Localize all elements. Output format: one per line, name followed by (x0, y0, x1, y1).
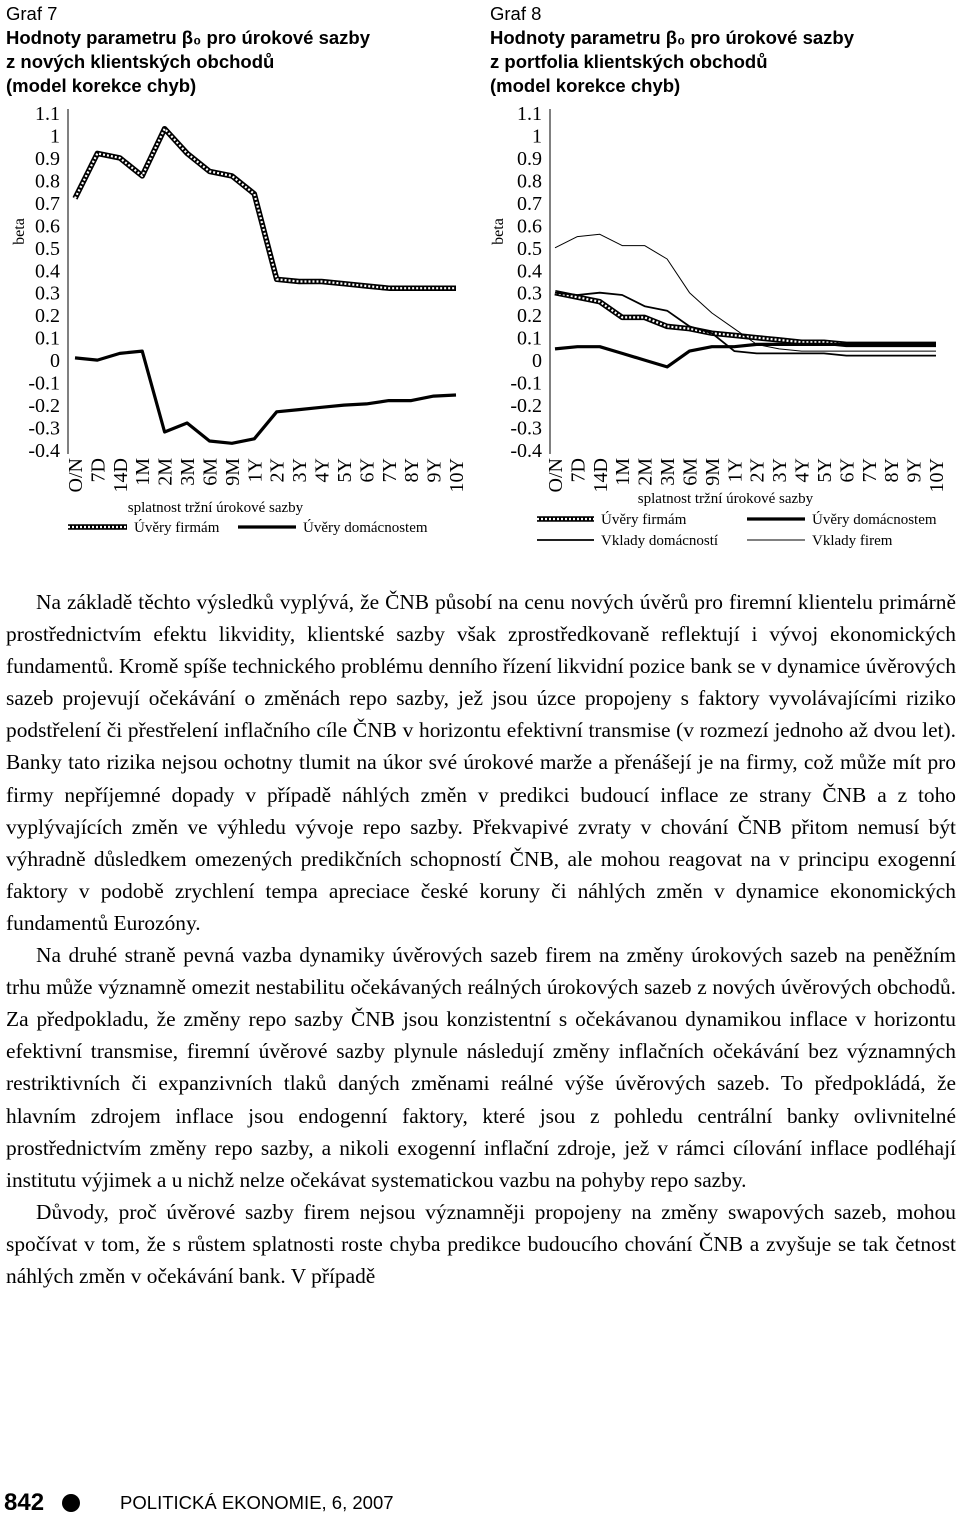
y-tick-label: 0.6 (517, 215, 542, 238)
x-tick-label: 6M (679, 458, 702, 486)
series-line-4 (555, 234, 936, 351)
y-tick-label: 0.4 (517, 260, 542, 283)
x-tick-label: 14D (589, 458, 612, 493)
x-tick-label: 9M (701, 458, 724, 486)
y-tick-label: 1 (50, 125, 60, 148)
y-axis-label: beta (490, 218, 507, 245)
chart-number: Graf 8 (490, 3, 542, 24)
legend-label: Úvěry firmám (601, 512, 687, 528)
x-tick-label: 7D (87, 458, 110, 483)
y-tick-label: 1 (532, 125, 542, 148)
y-tick-label: -0.3 (510, 417, 542, 440)
series-stroke (75, 351, 456, 443)
y-tick-label: 0.2 (517, 305, 542, 328)
x-tick-label: 3Y (769, 458, 792, 483)
x-tick-label: 2M (154, 458, 177, 486)
x-tick-label: 5Y (333, 458, 356, 483)
x-tick-label: 1Y (724, 458, 747, 483)
y-tick-label: 0.1 (517, 327, 542, 350)
bullet-dot-icon (62, 1494, 80, 1512)
y-tick-label: -0.1 (28, 372, 60, 395)
line-chart-graf-8 (484, 0, 960, 570)
y-tick-label: 0.7 (517, 192, 542, 215)
paragraph: Důvody, proč úvěrové sazby firem nejsou významněji propojeny na změny swapových sazeb, mohou spočívat v tom, že s růstem splatnosti roste chyba predikce budoucího chování ČNB a zvyšuje se tak četnost náhlých změn v očekávání bank. V případě (6, 1199, 956, 1288)
legend-label: Vklady firem (812, 533, 893, 549)
y-tick-label: 0.3 (517, 282, 542, 305)
y-tick-label: 1.1 (35, 103, 60, 125)
series-line-2 (75, 351, 456, 443)
x-tick-label: 9Y (423, 458, 446, 483)
journal-name: POLITICKÁ EKONOMIE, 6, 2007 (120, 1492, 394, 1513)
y-tick-label: 0.8 (517, 170, 542, 193)
chart-number: Graf 7 (6, 3, 58, 24)
legend-item (537, 511, 687, 528)
x-tick-label: 2Y (266, 458, 289, 483)
article-body (6, 586, 956, 1292)
y-tick-label: 0.7 (35, 192, 60, 215)
x-tick-label: 3Y (289, 458, 312, 483)
x-tick-label: 9Y (903, 458, 926, 483)
y-tick-label: 0 (50, 350, 60, 373)
x-tick-label: 6M (199, 458, 222, 486)
y-tick-label: -0.2 (28, 395, 60, 418)
y-tick-label: 0.2 (35, 305, 60, 328)
x-tick-label: 10Y (926, 458, 948, 493)
series-stroke (75, 129, 456, 289)
legend-item (747, 533, 893, 549)
x-tick-label: 8Y (881, 458, 904, 483)
legend-label: Vklady domácností (601, 533, 719, 549)
paragraph: Na základě těchto výsledků vyplývá, že ČNB působí na cenu nových úvěrů pro firemní klientelu primárně prostřednictvím efektu likvidity, klientské sazby však zprostředkovaně reflektují i vývoj ekonomických fundamentů. Kromě spíše technického problému denního řízení likvidní pozice bank se v dynamice úvěrových sazeb projevují očekávání o změnách repo sazby, jež jsou úzce propojeny s faktory vyvolávajícími riziko podstřelení či přestřelení inflačního cíle ČNB v horizontu efektivní transmise (v rozmezí jednoho až dvou let). Banky tato rizika nejsou ochotny tlumit na úkor své úrokové marže a přenášejí je na firmy, což může mít pro firmy nepříjemné dopady v případě náhlých změn v predikci budoucí inflace ze strany ČNB a z toho vyplývajících změn ve výhledu vývoje repo sazby. Překvapivé zvraty v chování ČNB přitom nemusí být výhradně důsledkem omezených predikčních schopností ČNB, ale mohou reagovat na v principu exogenní faktory v podobě zrychlení tempa apreciace české koruny či náhlých změn v dynamice ekonomických fundamentů Eurozóny. (6, 590, 956, 935)
y-tick-label: 0.9 (517, 147, 542, 170)
x-tick-label: 1Y (244, 458, 267, 483)
y-tick-label: 0.8 (35, 170, 60, 193)
x-axis-label: splatnost tržní úrokové sazby (127, 500, 304, 516)
chart-title: Hodnoty parametru β₀ pro úrokové sazby z nových klientských obchodů (model korekce chyb) (6, 27, 371, 96)
x-tick-label: 10Y (446, 458, 468, 493)
legend-label: Úvěry domácnostem (812, 512, 937, 528)
legend-item (238, 519, 428, 536)
y-tick-label: -0.1 (510, 372, 542, 395)
y-tick-label: -0.4 (28, 440, 60, 462)
legend-item (537, 533, 718, 549)
legend-item (68, 519, 220, 536)
y-tick-label: 0.5 (35, 237, 60, 260)
x-tick-label: 7Y (378, 458, 401, 483)
y-tick-label: 0.9 (35, 147, 60, 170)
page-footer (4, 1488, 604, 1518)
x-tick-label: O/N (65, 458, 87, 493)
x-tick-label: 1M (612, 458, 635, 486)
y-tick-label: -0.3 (28, 417, 60, 440)
x-tick-label: 4Y (791, 458, 814, 483)
legend-label: Úvěry domácnostem (303, 520, 428, 536)
y-axis-label: beta (11, 218, 28, 245)
x-tick-label: 3M (177, 458, 200, 486)
y-tick-label: 0.5 (517, 237, 542, 260)
x-tick-label: O/N (545, 458, 567, 493)
x-tick-label: 7Y (858, 458, 881, 483)
y-tick-label: 1.1 (517, 103, 542, 125)
x-axis-label: splatnost tržní úrokové sazby (637, 491, 814, 507)
series-stroke (75, 129, 456, 289)
x-tick-label: 7D (567, 458, 590, 483)
x-tick-label: 4Y (311, 458, 334, 483)
x-tick-label: 2Y (746, 458, 769, 483)
chart-graf-7 (0, 0, 480, 570)
x-tick-label: 6Y (836, 458, 859, 483)
x-tick-label: 1M (132, 458, 155, 486)
x-tick-label: 5Y (813, 458, 836, 483)
y-tick-label: 0.3 (35, 282, 60, 305)
y-tick-label: -0.4 (510, 440, 542, 462)
x-tick-label: 9M (221, 458, 244, 486)
line-chart-graf-7 (0, 0, 480, 570)
series-line-1 (75, 129, 456, 289)
x-tick-label: 6Y (356, 458, 379, 483)
x-tick-label: 2M (634, 458, 657, 486)
y-tick-label: 0.6 (35, 215, 60, 238)
legend-label: Úvěry firmám (134, 520, 220, 536)
x-tick-label: 8Y (401, 458, 424, 483)
x-tick-label: 3M (657, 458, 680, 486)
y-tick-label: 0.4 (35, 260, 60, 283)
y-tick-label: -0.2 (510, 395, 542, 418)
legend-item (747, 511, 937, 528)
chart-graf-8 (484, 0, 960, 570)
y-tick-label: 0 (532, 350, 542, 373)
y-tick-label: 0.1 (35, 327, 60, 350)
series-stroke (555, 234, 936, 351)
paragraph: Na druhé straně pevná vazba dynamiky úvěrových sazeb firem na změny úrokových sazeb na peněžním trhu může významně omezit nestabilitu očekávaných reálných úrokových sazeb z nových úvěrových obchodů. Za předpokladu, že změny repo sazby ČNB jsou konzistentní s očekávanou dynamikou inflace v horizontu efektivní transmise, firemní úvěrové sazby plynule následují změny inflačních očekávání bez významných restriktivních či expanzivních tlaků daných změnami reálné výše úvěrových sazeb. To předpokládá, že hlavním zdrojem inflace jsou endogenní faktory, které jsou z pohledu centrální banky ovlivnitelné prostřednictvím změny repo sazby, a nikoli exogenní inflační zdroje, jež v rámci cílování inflace podléhají institutu výjimek a u nichž nelze očekávat systematickou vazbu na pohyby repo sazby. (6, 943, 956, 1192)
x-tick-label: 14D (109, 458, 132, 493)
chart-title: Hodnoty parametru β₀ pro úrokové sazby z portfolia klientských obchodů (model korekce chyb) (490, 27, 855, 96)
page-number: 842 (4, 1489, 45, 1516)
